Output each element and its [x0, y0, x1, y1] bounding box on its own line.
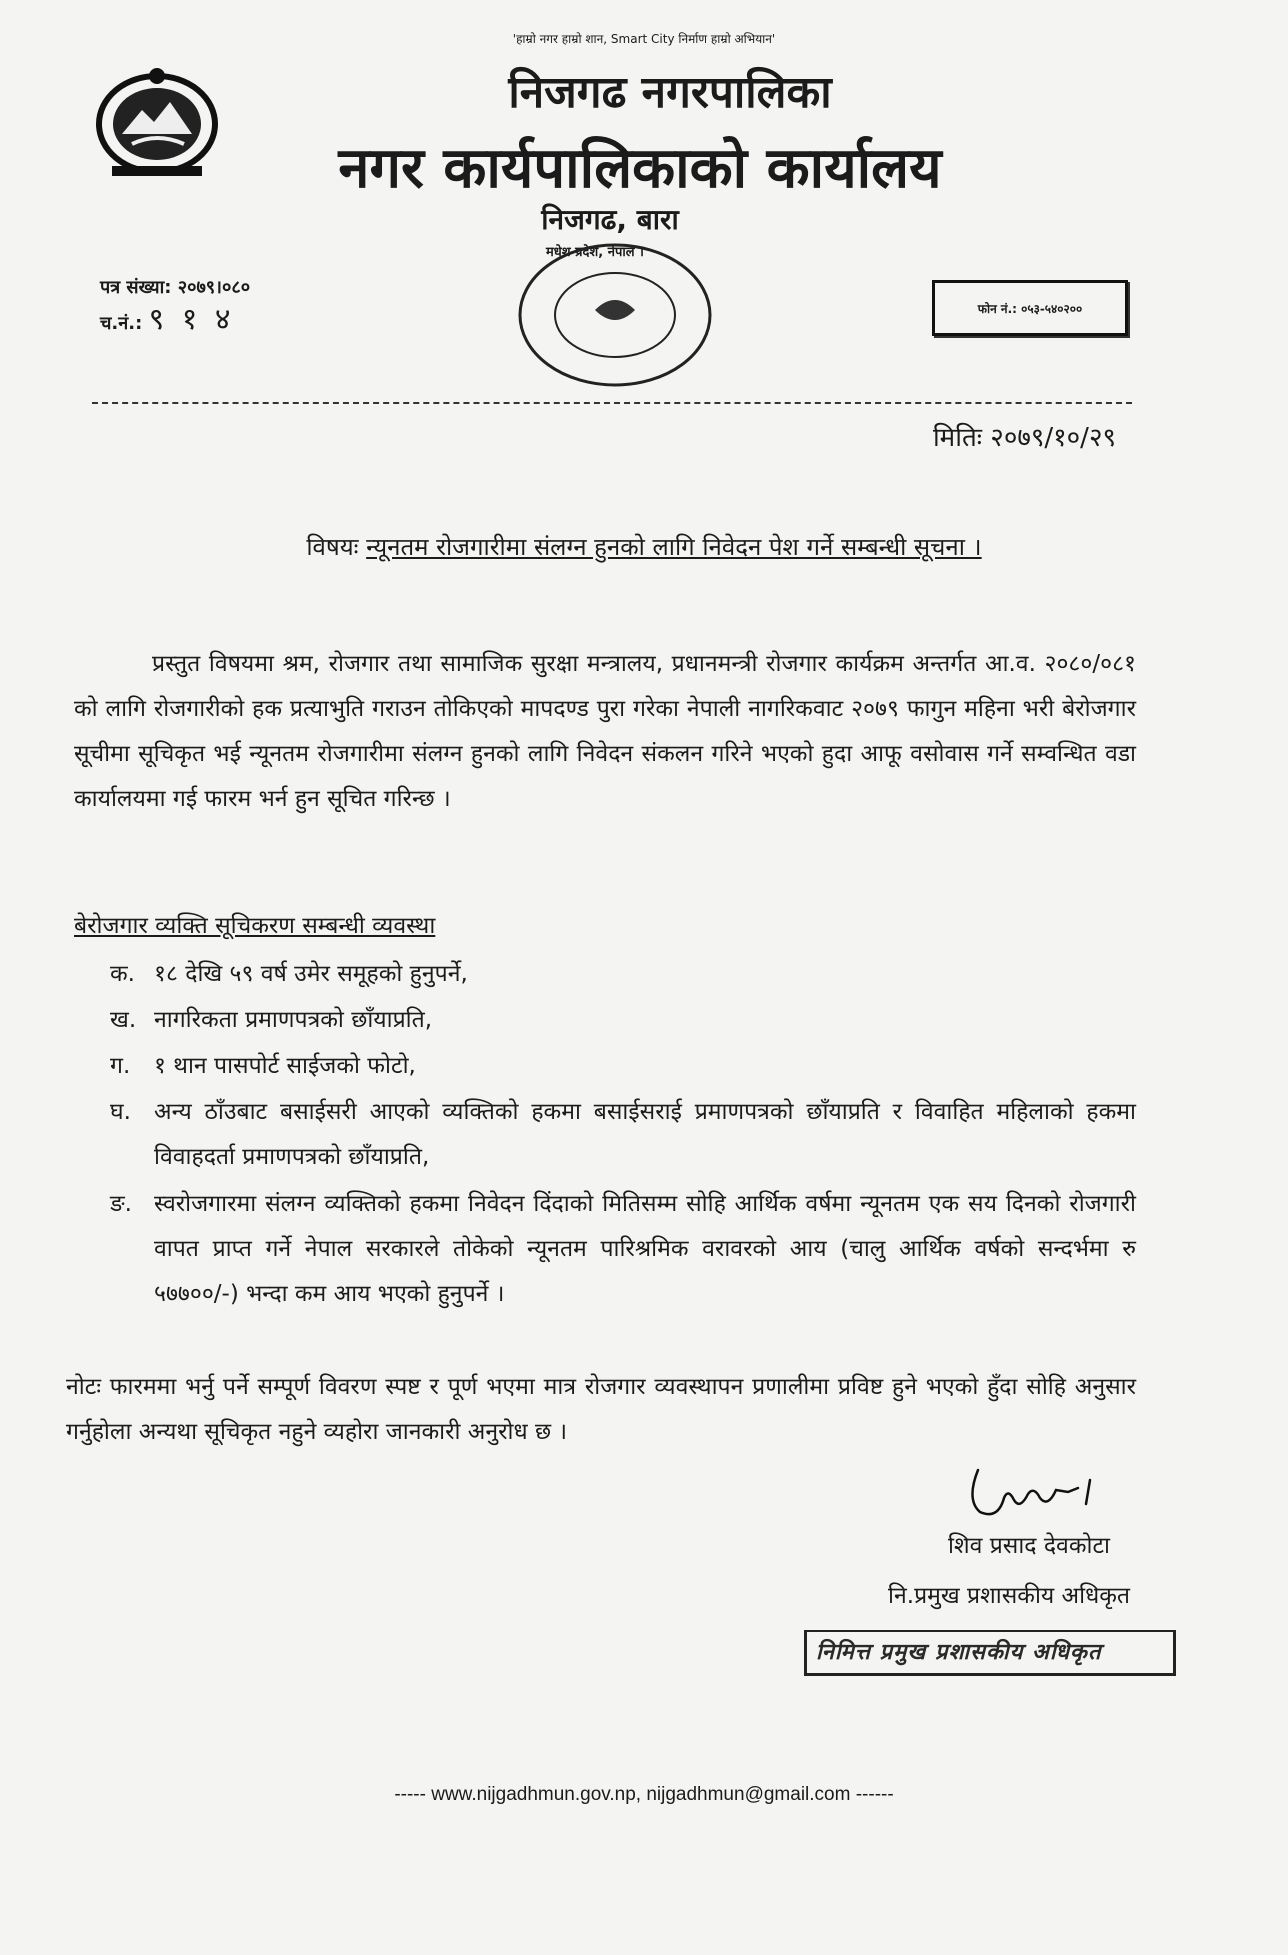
list-item-label: ग. — [110, 1053, 131, 1079]
signatory-name: शिव प्रसाद देवकोटा — [948, 1533, 1110, 1559]
body-paragraph: प्रस्तुत विषयमा श्रम, रोजगार तथा सामाजिक सुरक्षा मन्त्रालय, प्रधानमन्त्री रोजगार कार्यक्रम अन्तर्गत आ.व. २०८०/०८१ को लागि रोजगारीको हक प्रत्याभुति गराउन तोकिएको मापदण्ड पुरा गरेका नेपाली नागरिकवाट २०७९ फागुन महिना भरी बेरोजगार सूचीमा सूचिकृत भई न्यूनतम रोजगारीमा संलग्न हुनको लागि निवेदन संकलन गरिने भएको हुदा आफू वसोवास गर्ने सम्वन्धित वडा कार्यालयमा गई फारम भर्न हुन सूचित गरिन्छ । — [74, 651, 1136, 812]
office-province: मधेश प्रदेश, नेपाल । — [546, 245, 644, 260]
subject-label: विषयः — [306, 533, 359, 561]
list-item-label: घ. — [110, 1099, 131, 1125]
list-item-text: स्वरोजगारमा संलग्न व्यक्तिको हकमा निवेदन दिंदाको मितिसम्म सोहि आर्थिक वर्षमा न्यूनतम एक सय दिनको रोजगारी वापत प्राप्त गर्ने नेपाल सरकारले तोकेको न्यूनतम पारिश्रमिक वरावरको आय (चालु आर्थिक वर्षको सन्दर्भमा रु ५७७००/-) भन्दा कम आय भएको हुनुपर्ने । — [154, 1191, 1136, 1307]
ref-number: २०७९।०८० — [177, 277, 251, 298]
signatory-title: नि.प्रमुख प्रशासकीय अधिकृत — [888, 1583, 1130, 1609]
list-item — [110, 952, 1136, 997]
list-item-text: १ थान पासपोर्ट साईजको फोटो, — [154, 1053, 416, 1079]
list-item — [110, 998, 1136, 1043]
section-heading: बेरोजगार व्यक्ति सूचिकरण सम्बन्धी व्यवस्था — [74, 913, 436, 939]
list-item-label: ख. — [110, 1007, 137, 1033]
office-round-stamp — [500, 230, 730, 400]
reference-block — [100, 272, 250, 340]
office-location: निजगढ, बारा — [541, 203, 679, 236]
municipality-name: निजगढ नगरपालिका — [508, 67, 832, 118]
footer-contact: ----- www.nijgadhmun.gov.np, nijgadhmun@gmail.com ------ — [394, 1784, 894, 1805]
list-item — [110, 1182, 1136, 1317]
stamp-text: निमित्त प्रमुख प्रशासकीय अधिकृत — [816, 1640, 1102, 1665]
handwritten-signature — [958, 1460, 1108, 1530]
dispatch-label: च.नं.: — [100, 313, 143, 334]
dispatch-number: ९ १ ४ — [148, 302, 235, 337]
slogan: 'हाम्रो नगर हाम्रो शान, Smart City निर्माण हाम्रो अभियान' — [512, 32, 776, 46]
ref-label: पत्र संख्या: — [100, 277, 172, 298]
note-paragraph: नोटः फारममा भर्नु पर्ने सम्पूर्ण विवरण स्पष्ट र पूर्ण भएमा मात्र रोजगार व्यवस्थापन प्रणालीमा प्रविष्ट हुने भएको हुँदा सोहि अनुसार गर्नुहोला अन्यथा सूचिकृत नहुने व्यहोरा जानकारी अनुरोध छ । — [66, 1374, 1136, 1445]
list-item-text: अन्य ठाँउबाट बसाईसरी आएको व्यक्तिको हकमा बसाईसराई प्रमाणपत्रको छाँयाप्रति र विवाहित महिलाको हकमा विवाहदर्ता प्रमाणपत्रको छाँयाप्रति, — [154, 1099, 1136, 1170]
list-item-label: ङ. — [110, 1191, 132, 1217]
list-item — [110, 1044, 1136, 1089]
phone-box: फोन नं.: ०५३-५४०२०० — [932, 280, 1128, 336]
header-divider — [92, 402, 1132, 404]
list-item-text: नागरिकता प्रमाणपत्रको छाँयाप्रति, — [154, 1007, 433, 1033]
list-item-text: १८ देखि ५९ वर्ष उमेर समूहको हुनुपर्ने, — [154, 961, 468, 987]
subject-text: न्यूनतम रोजगारीमा संलग्न हुनको लागि निवेदन पेश गर्ने सम्बन्धी सूचना । — [366, 533, 982, 561]
list-item-label: क. — [110, 961, 135, 987]
list-item — [110, 1090, 1136, 1180]
subject-line — [0, 530, 1288, 563]
nepal-emblem-logo — [92, 62, 222, 182]
office-name: नगर कार्यपालिकाको कार्यालय — [338, 136, 942, 201]
letter-date: मितिः २०७९/१०/२९ — [932, 423, 1116, 453]
designation-stamp — [800, 1626, 1180, 1680]
